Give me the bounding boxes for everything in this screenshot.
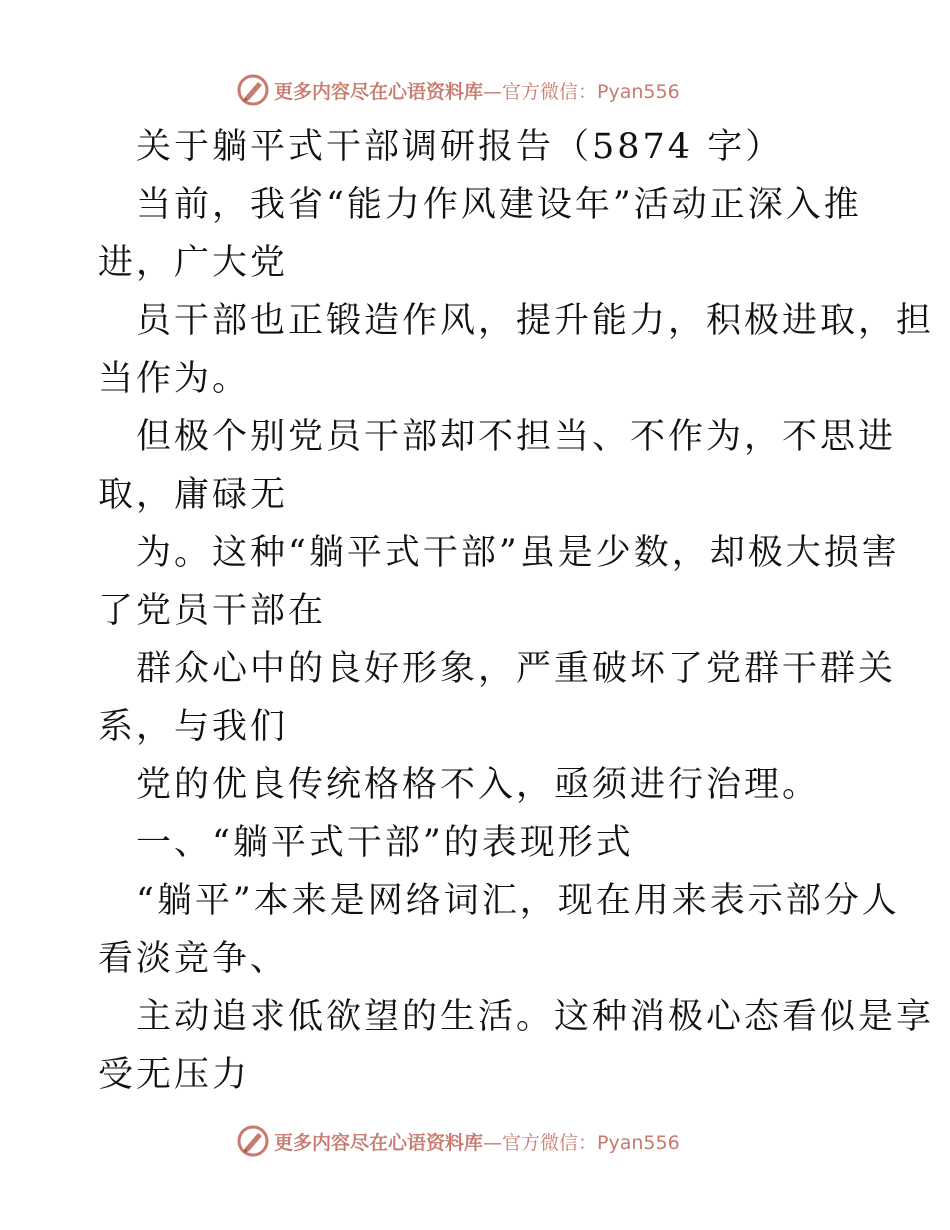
- text-line: 员干部也正锻造作风，提升能力，积极进取，担: [136, 301, 935, 341]
- watermark-subtext: —官方微信：Pyan556: [483, 1131, 680, 1154]
- pen-logo-icon: [236, 73, 270, 107]
- document-title: 关于躺平式干部调研报告（5874 字）: [136, 127, 784, 167]
- text-line: 当前，我省“能力作风建设年”活动正深入推: [136, 185, 862, 225]
- text-line: 主动追求低欲望的生活。这种消极心态看似是享: [136, 997, 935, 1037]
- text-line: 党的优良传统格格不入，亟须进行治理。: [136, 765, 821, 805]
- pen-logo-icon: [236, 1124, 270, 1158]
- watermark-subtext: —官方微信：Pyan556: [483, 80, 680, 103]
- text-line: 但极个别党员干部却不担当、不作为，不思进: [136, 417, 897, 457]
- watermark-header: [236, 72, 680, 108]
- section-heading: 一、“躺平式干部”的表现形式: [136, 823, 634, 863]
- text-line: “躺平”本来是网络词汇，现在用来表示部分人: [136, 881, 900, 921]
- text-line: 取，庸碌无: [98, 475, 289, 515]
- document-body: [98, 118, 935, 1104]
- text-line: 受无压力: [98, 1055, 251, 1095]
- text-line: 为。这种“躺平式干部”虽是少数，却极大损害: [136, 533, 900, 573]
- text-line: 看淡竞争、: [98, 939, 289, 979]
- text-line: 进，广大党: [98, 243, 289, 283]
- watermark-text: 更多内容尽在心语资料库: [274, 80, 484, 103]
- text-line: 当作为。: [98, 359, 251, 399]
- watermark-footer: [236, 1123, 680, 1159]
- text-line: 了党员干部在: [98, 591, 327, 631]
- watermark-text: 更多内容尽在心语资料库: [274, 1131, 484, 1154]
- text-line: 系，与我们: [98, 707, 289, 747]
- text-line: 群众心中的良好形象，严重破坏了党群干群关: [136, 649, 897, 689]
